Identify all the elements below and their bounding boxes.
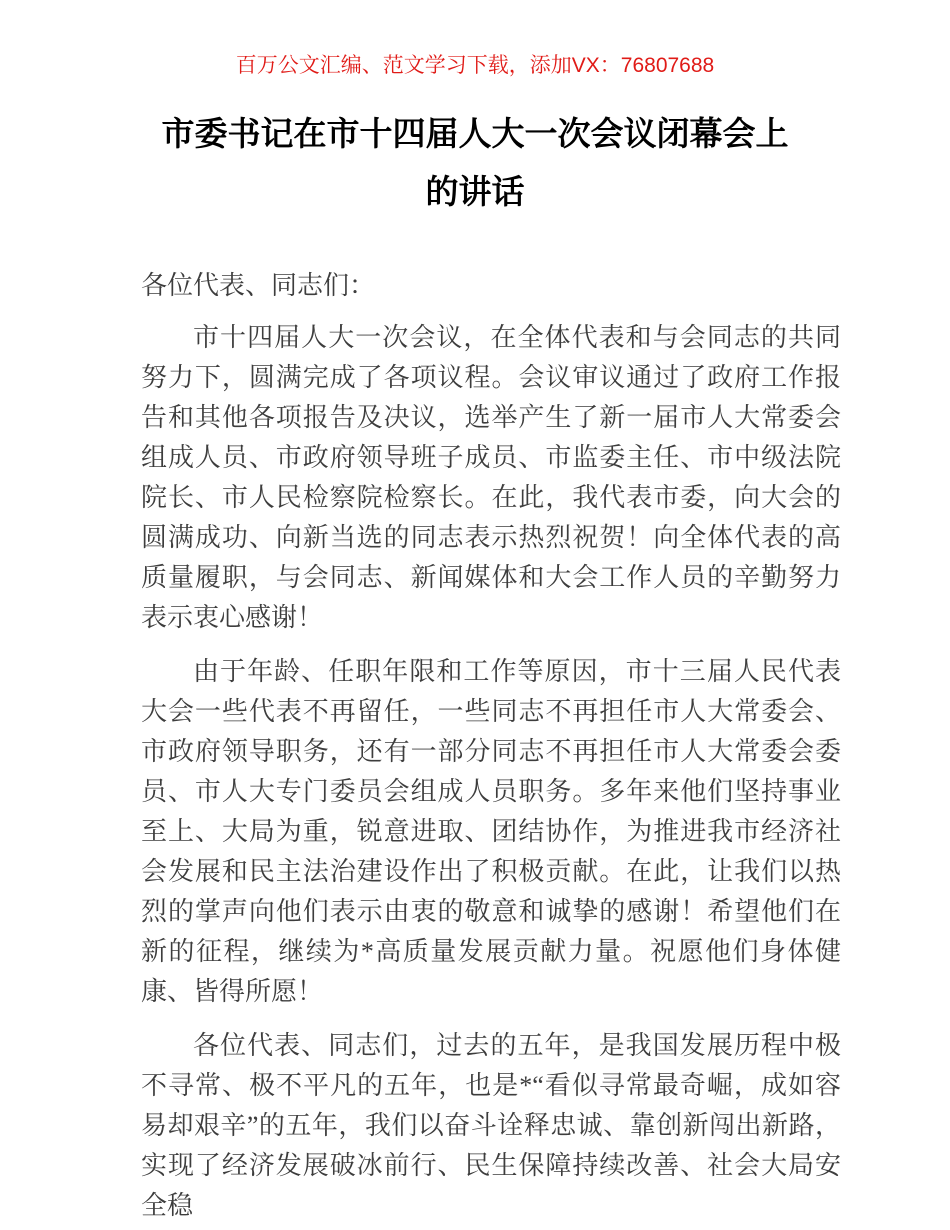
paragraph: 由于年龄、任职年限和工作等原因，市十三届人民代表大会一些代表不再留任，一些同志不再担任市人大常委会、市政府领导职务，还有一部分同志不再担任市人大常委会委员、市人大专门委员会组成人员职务。多年来他们坚持事业至上、大局为重，锐意进取、团结协作，为推进我市经济社会发展和民主法治建设作出了积极贡献。在此，让我们以热烈的掌声向他们表示由衷的敬意和诚挚的感谢！希望他们在新的征程，继续为*高质量发展贡献力量。祝愿他们身体健康、皆得所愿！ (141, 657, 841, 1006)
paragraph: 各位代表、同志们，过去的五年，是我国发展历程中极不寻常、极不平凡的五年，也是*“看似寻常最奇崛，成如容易却艰辛”的五年，我们以奋斗诠释忠诚、靠创新闯出新路，实现了经济发展破冰前行、民生保障持续改善、社会大局安全稳 (141, 1031, 841, 1220)
promo-banner: 百万公文汇编、范文学习下载，添加VX：76807688 (235, 54, 715, 77)
paragraphs-container (141, 318, 841, 1226)
title-line-2: 的讲话 (425, 175, 525, 211)
document-body (141, 266, 841, 1230)
title-line-1: 市委书记在市十四届人大一次会议闭幕会上 (161, 117, 789, 153)
salutation-line: 各位代表、同志们： (141, 271, 376, 300)
paragraph: 市十四届人大一次会议，在全体代表和与会同志的共同努力下，圆满完成了各项议程。会议审议通过了政府工作报告和其他各项报告及决议，选举产生了新一届市人大常委会组成人员、市政府领导班子成员、市监委主任、市中级法院院长、市人民检察院检察长。在此，我代表市委，向大会的圆满成功、向新当选的同志表示热烈祝贺！向全体代表的高质量履职，与会同志、新闻媒体和大会工作人员的辛勤努力表示衷心感谢！ (141, 323, 841, 632)
document-title (125, 106, 825, 222)
